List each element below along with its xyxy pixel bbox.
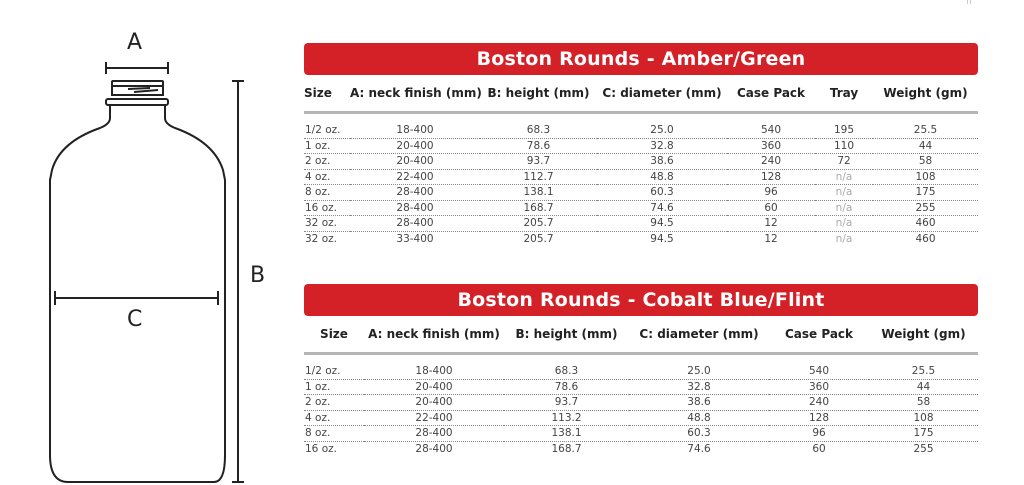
table-header-row <box>304 75 978 113</box>
col-header-neck-finish: A: neck finish (mm) <box>364 316 504 354</box>
dimension-label-b: B <box>250 263 266 288</box>
cell-tray: n/a <box>815 185 873 201</box>
cell-tray: n/a <box>835 232 853 245</box>
cell-neck-finish: 20-400 <box>364 379 504 395</box>
cell-neck-finish: 28-400 <box>350 216 480 232</box>
cell-case-pack: 360 <box>727 138 815 154</box>
cell-diameter: 60.3 <box>629 426 769 442</box>
dimension-label-c: C <box>127 307 143 332</box>
col-header-neck-finish: A: neck finish (mm) <box>350 75 480 113</box>
cell-diameter: 38.6 <box>597 154 727 170</box>
spec-table-grid <box>304 316 978 456</box>
col-header-case-pack: Case Pack <box>727 75 815 113</box>
cell-size: 4 oz. <box>304 410 364 426</box>
cell-tray: 72 <box>815 154 873 170</box>
cell-weight: 460 <box>915 232 936 245</box>
table-row <box>304 441 978 456</box>
cell-diameter: 74.6 <box>687 442 711 455</box>
table-title-banner: Boston Rounds - Cobalt Blue/Flint <box>304 284 978 316</box>
table-row <box>304 231 978 246</box>
table-row <box>304 200 978 216</box>
cell-height: 93.7 <box>480 154 597 170</box>
cell-case-pack: 540 <box>727 123 815 138</box>
table-row <box>304 123 978 138</box>
cell-weight: 255 <box>873 200 978 216</box>
cobalt-flint-spec-table <box>304 284 978 456</box>
cell-neck-finish: 28-400 <box>350 185 480 201</box>
cell-weight: 175 <box>869 426 978 442</box>
bottle-diagram <box>0 0 290 485</box>
cell-neck-finish: 20-400 <box>364 395 504 411</box>
amber-green-spec-table <box>304 43 978 246</box>
cell-case-pack: 60 <box>812 442 826 455</box>
cell-weight: 44 <box>869 379 978 395</box>
cell-size: 16 oz. <box>304 200 350 216</box>
cell-height: 205.7 <box>480 216 597 232</box>
cell-neck-finish: 28-400 <box>415 442 453 455</box>
corner-mark <box>967 0 971 4</box>
cell-diameter: 25.0 <box>629 364 769 379</box>
cell-weight: 255 <box>913 442 934 455</box>
cell-case-pack: 12 <box>727 216 815 232</box>
table-row <box>304 185 978 201</box>
cell-weight: 175 <box>873 185 978 201</box>
dimension-label-a: A <box>127 30 143 55</box>
cell-size: 1 oz. <box>304 138 350 154</box>
table-row <box>304 216 978 232</box>
cell-neck-finish: 22-400 <box>364 410 504 426</box>
cell-height: 168.7 <box>480 200 597 216</box>
cell-size: 8 oz. <box>304 185 350 201</box>
cell-size: 16 oz. <box>305 442 337 455</box>
cell-diameter: 74.6 <box>597 200 727 216</box>
cell-neck-finish: 33-400 <box>396 232 434 245</box>
col-header-height: B: height (mm) <box>504 316 629 354</box>
cell-tray: n/a <box>815 216 873 232</box>
cell-height: 78.6 <box>504 379 629 395</box>
cell-case-pack: 96 <box>727 185 815 201</box>
cell-height: 113.2 <box>504 410 629 426</box>
cell-size: 32 oz. <box>305 232 337 245</box>
spec-table-grid <box>304 75 978 246</box>
cell-tray: n/a <box>815 200 873 216</box>
table-row <box>304 154 978 170</box>
cell-diameter: 60.3 <box>597 185 727 201</box>
cell-size: 32 oz. <box>304 216 350 232</box>
cell-case-pack: 240 <box>727 154 815 170</box>
cell-height: 112.7 <box>480 169 597 185</box>
cell-size: 4 oz. <box>304 169 350 185</box>
cell-case-pack: 240 <box>769 395 869 411</box>
cell-height: 78.6 <box>480 138 597 154</box>
cell-case-pack: 12 <box>764 232 778 245</box>
cell-neck-finish: 28-400 <box>350 200 480 216</box>
cell-neck-finish: 28-400 <box>364 426 504 442</box>
cell-case-pack: 128 <box>769 410 869 426</box>
col-header-case-pack: Case Pack <box>769 316 869 354</box>
cell-height: 138.1 <box>480 185 597 201</box>
cell-height: 68.3 <box>480 123 597 138</box>
cell-neck-finish: 22-400 <box>350 169 480 185</box>
cell-diameter: 32.8 <box>629 379 769 395</box>
cell-size: 8 oz. <box>304 426 364 442</box>
table-row <box>304 395 978 411</box>
cell-height: 205.7 <box>523 232 554 245</box>
cell-case-pack: 540 <box>769 364 869 379</box>
cell-size: 2 oz. <box>304 154 350 170</box>
table-row <box>304 379 978 395</box>
table-row <box>304 410 978 426</box>
cell-height: 138.1 <box>504 426 629 442</box>
cell-neck-finish: 18-400 <box>364 364 504 379</box>
col-header-size: Size <box>304 75 350 113</box>
cell-weight: 58 <box>873 154 978 170</box>
cell-case-pack: 360 <box>769 379 869 395</box>
table-row <box>304 364 978 379</box>
col-header-tray: Tray <box>815 75 873 113</box>
cell-diameter: 94.5 <box>650 232 674 245</box>
cell-weight: 108 <box>869 410 978 426</box>
cell-height: 168.7 <box>551 442 582 455</box>
table-row <box>304 169 978 185</box>
cell-weight: 460 <box>873 216 978 232</box>
cell-tray: 110 <box>815 138 873 154</box>
cell-case-pack: 128 <box>727 169 815 185</box>
cell-neck-finish: 20-400 <box>350 138 480 154</box>
col-header-diameter: C: diameter (mm) <box>629 316 769 354</box>
bottle-outline-icon <box>0 0 290 485</box>
cell-neck-finish: 20-400 <box>350 154 480 170</box>
cell-weight: 25.5 <box>869 364 978 379</box>
col-header-diameter: C: diameter (mm) <box>597 75 727 113</box>
cell-weight: 108 <box>873 169 978 185</box>
cell-diameter: 38.6 <box>629 395 769 411</box>
table-header-row <box>304 316 978 354</box>
cell-size: 2 oz. <box>304 395 364 411</box>
cell-tray: 195 <box>815 123 873 138</box>
col-header-weight: Weight (gm) <box>873 75 978 113</box>
cell-height: 68.3 <box>504 364 629 379</box>
cell-weight: 44 <box>873 138 978 154</box>
table-row <box>304 426 978 442</box>
cell-neck-finish: 18-400 <box>350 123 480 138</box>
cell-diameter: 94.5 <box>597 216 727 232</box>
cell-tray: n/a <box>815 169 873 185</box>
cell-diameter: 25.0 <box>597 123 727 138</box>
cell-weight: 58 <box>869 395 978 411</box>
cell-size: 1 oz. <box>304 379 364 395</box>
col-header-weight: Weight (gm) <box>869 316 978 354</box>
cell-size: 1/2 oz. <box>304 123 350 138</box>
cell-weight: 25.5 <box>873 123 978 138</box>
cell-case-pack: 96 <box>769 426 869 442</box>
cell-diameter: 48.8 <box>597 169 727 185</box>
cell-diameter: 32.8 <box>597 138 727 154</box>
col-header-height: B: height (mm) <box>480 75 597 113</box>
cell-diameter: 48.8 <box>629 410 769 426</box>
cell-size: 1/2 oz. <box>304 364 364 379</box>
table-title-banner: Boston Rounds - Amber/Green <box>304 43 978 75</box>
col-header-size: Size <box>304 316 364 354</box>
table-row <box>304 138 978 154</box>
cell-height: 93.7 <box>504 395 629 411</box>
cell-case-pack: 60 <box>727 200 815 216</box>
